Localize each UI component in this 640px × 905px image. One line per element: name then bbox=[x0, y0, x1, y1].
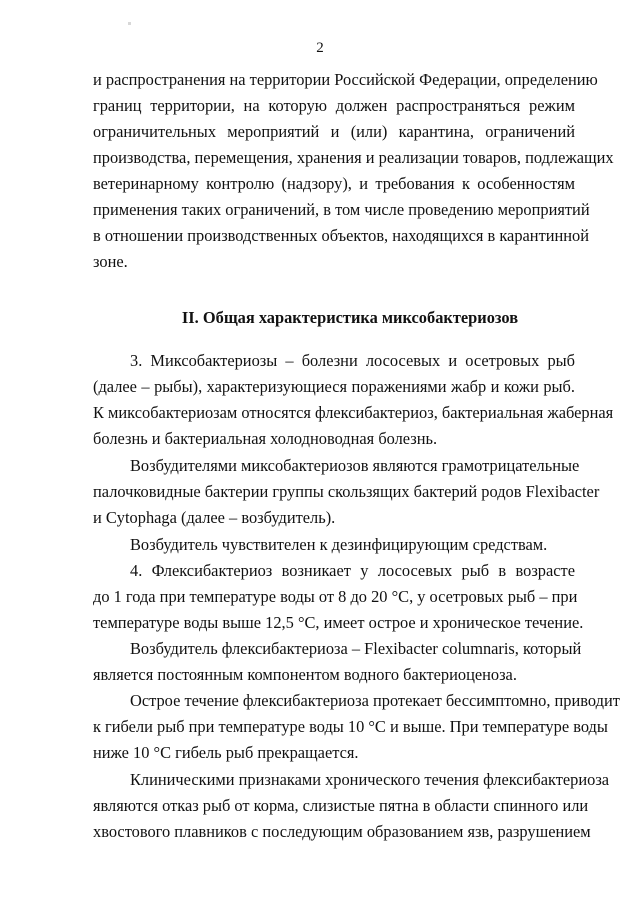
section-heading: II. Общая характеристика миксобактериозов bbox=[181, 308, 519, 327]
text-line: температуре воды выше 12,5 °С, имеет острое и хроническое течение. bbox=[93, 613, 584, 632]
paragraph-3 bbox=[93, 348, 614, 452]
text-line: Возбудитель чувствителен к дезинфицирующим средствам. bbox=[130, 535, 548, 554]
paragraph-disinfectants bbox=[93, 532, 575, 558]
text-line: хвостового плавников с последующим образованием язв, разрушением bbox=[93, 822, 591, 841]
paragraph-4 bbox=[93, 558, 584, 636]
page-number: 2 bbox=[316, 40, 324, 56]
text-line: и распространения на территории Российской Федерации, определению bbox=[93, 70, 598, 89]
text-line: Клиническими признаками хронического течения флексибактериоза bbox=[130, 770, 610, 789]
text-line: Возбудителями миксобактериозов являются грамотрицательные bbox=[130, 456, 580, 475]
text-line: Возбудитель флексибактериоза – Flexibacter columnaris, который bbox=[130, 639, 582, 658]
text-line: 3. Миксобактериозы – болезни лососевых и осетровых рыб bbox=[130, 351, 575, 370]
text-line: ветеринарному контролю (надзору), и требования к особенностям bbox=[93, 174, 575, 193]
scan-dot bbox=[128, 22, 131, 25]
text-line: производства, перемещения, хранения и реализации товаров, подлежащих bbox=[93, 148, 614, 167]
text-line: и Cytophaga (далее – возбудитель). bbox=[93, 508, 336, 527]
text-line: Острое течение флексибактериоза протекает бессимптомно, приводит bbox=[130, 691, 620, 710]
text-line: 4. Флексибактериоз возникает у лососевых рыб в возрасте bbox=[130, 561, 575, 580]
text-line: границ территории, на которую должен распространяться режим bbox=[93, 96, 575, 115]
text-line: в отношении производственных объектов, находящихся в карантинной bbox=[93, 226, 590, 245]
text-line: до 1 года при температуре воды от 8 до 20 °С, у осетровых рыб – при bbox=[93, 587, 578, 606]
text-line: К миксобактериозам относятся флексибактериоз, бактериальная жаберная bbox=[93, 403, 614, 422]
text-line: (далее – рыбы), характеризующиеся поражениями жабр и кожи рыб. bbox=[93, 377, 575, 396]
paragraph-pathogens bbox=[93, 453, 600, 531]
text-line: являются отказ рыб от корма, слизистые пятна в области спинного или bbox=[93, 796, 589, 815]
text-line: применения таких ограничений, в том числе проведению мероприятий bbox=[93, 200, 590, 219]
paragraph-intro bbox=[93, 67, 614, 275]
text-line: зоне. bbox=[93, 252, 128, 271]
text-line: к гибели рыб при температуре воды 10 °С и выше. При температуре воды bbox=[93, 717, 608, 736]
text-line: болезнь и бактериальная холодноводная болезнь. bbox=[93, 429, 438, 448]
paragraph-acute bbox=[93, 688, 620, 766]
text-line: является постоянным компонентом водного бактериоценоза. bbox=[93, 665, 517, 684]
text-line: ниже 10 °С гибель рыб прекращается. bbox=[93, 743, 359, 762]
text-line: ограничительных мероприятий и (или) карантина, ограничений bbox=[93, 122, 575, 141]
paragraph-agent bbox=[93, 636, 582, 688]
paragraph-chronic bbox=[93, 767, 610, 845]
text-line: палочковидные бактерии группы скользящих бактерий родов Flexibacter bbox=[93, 482, 600, 501]
